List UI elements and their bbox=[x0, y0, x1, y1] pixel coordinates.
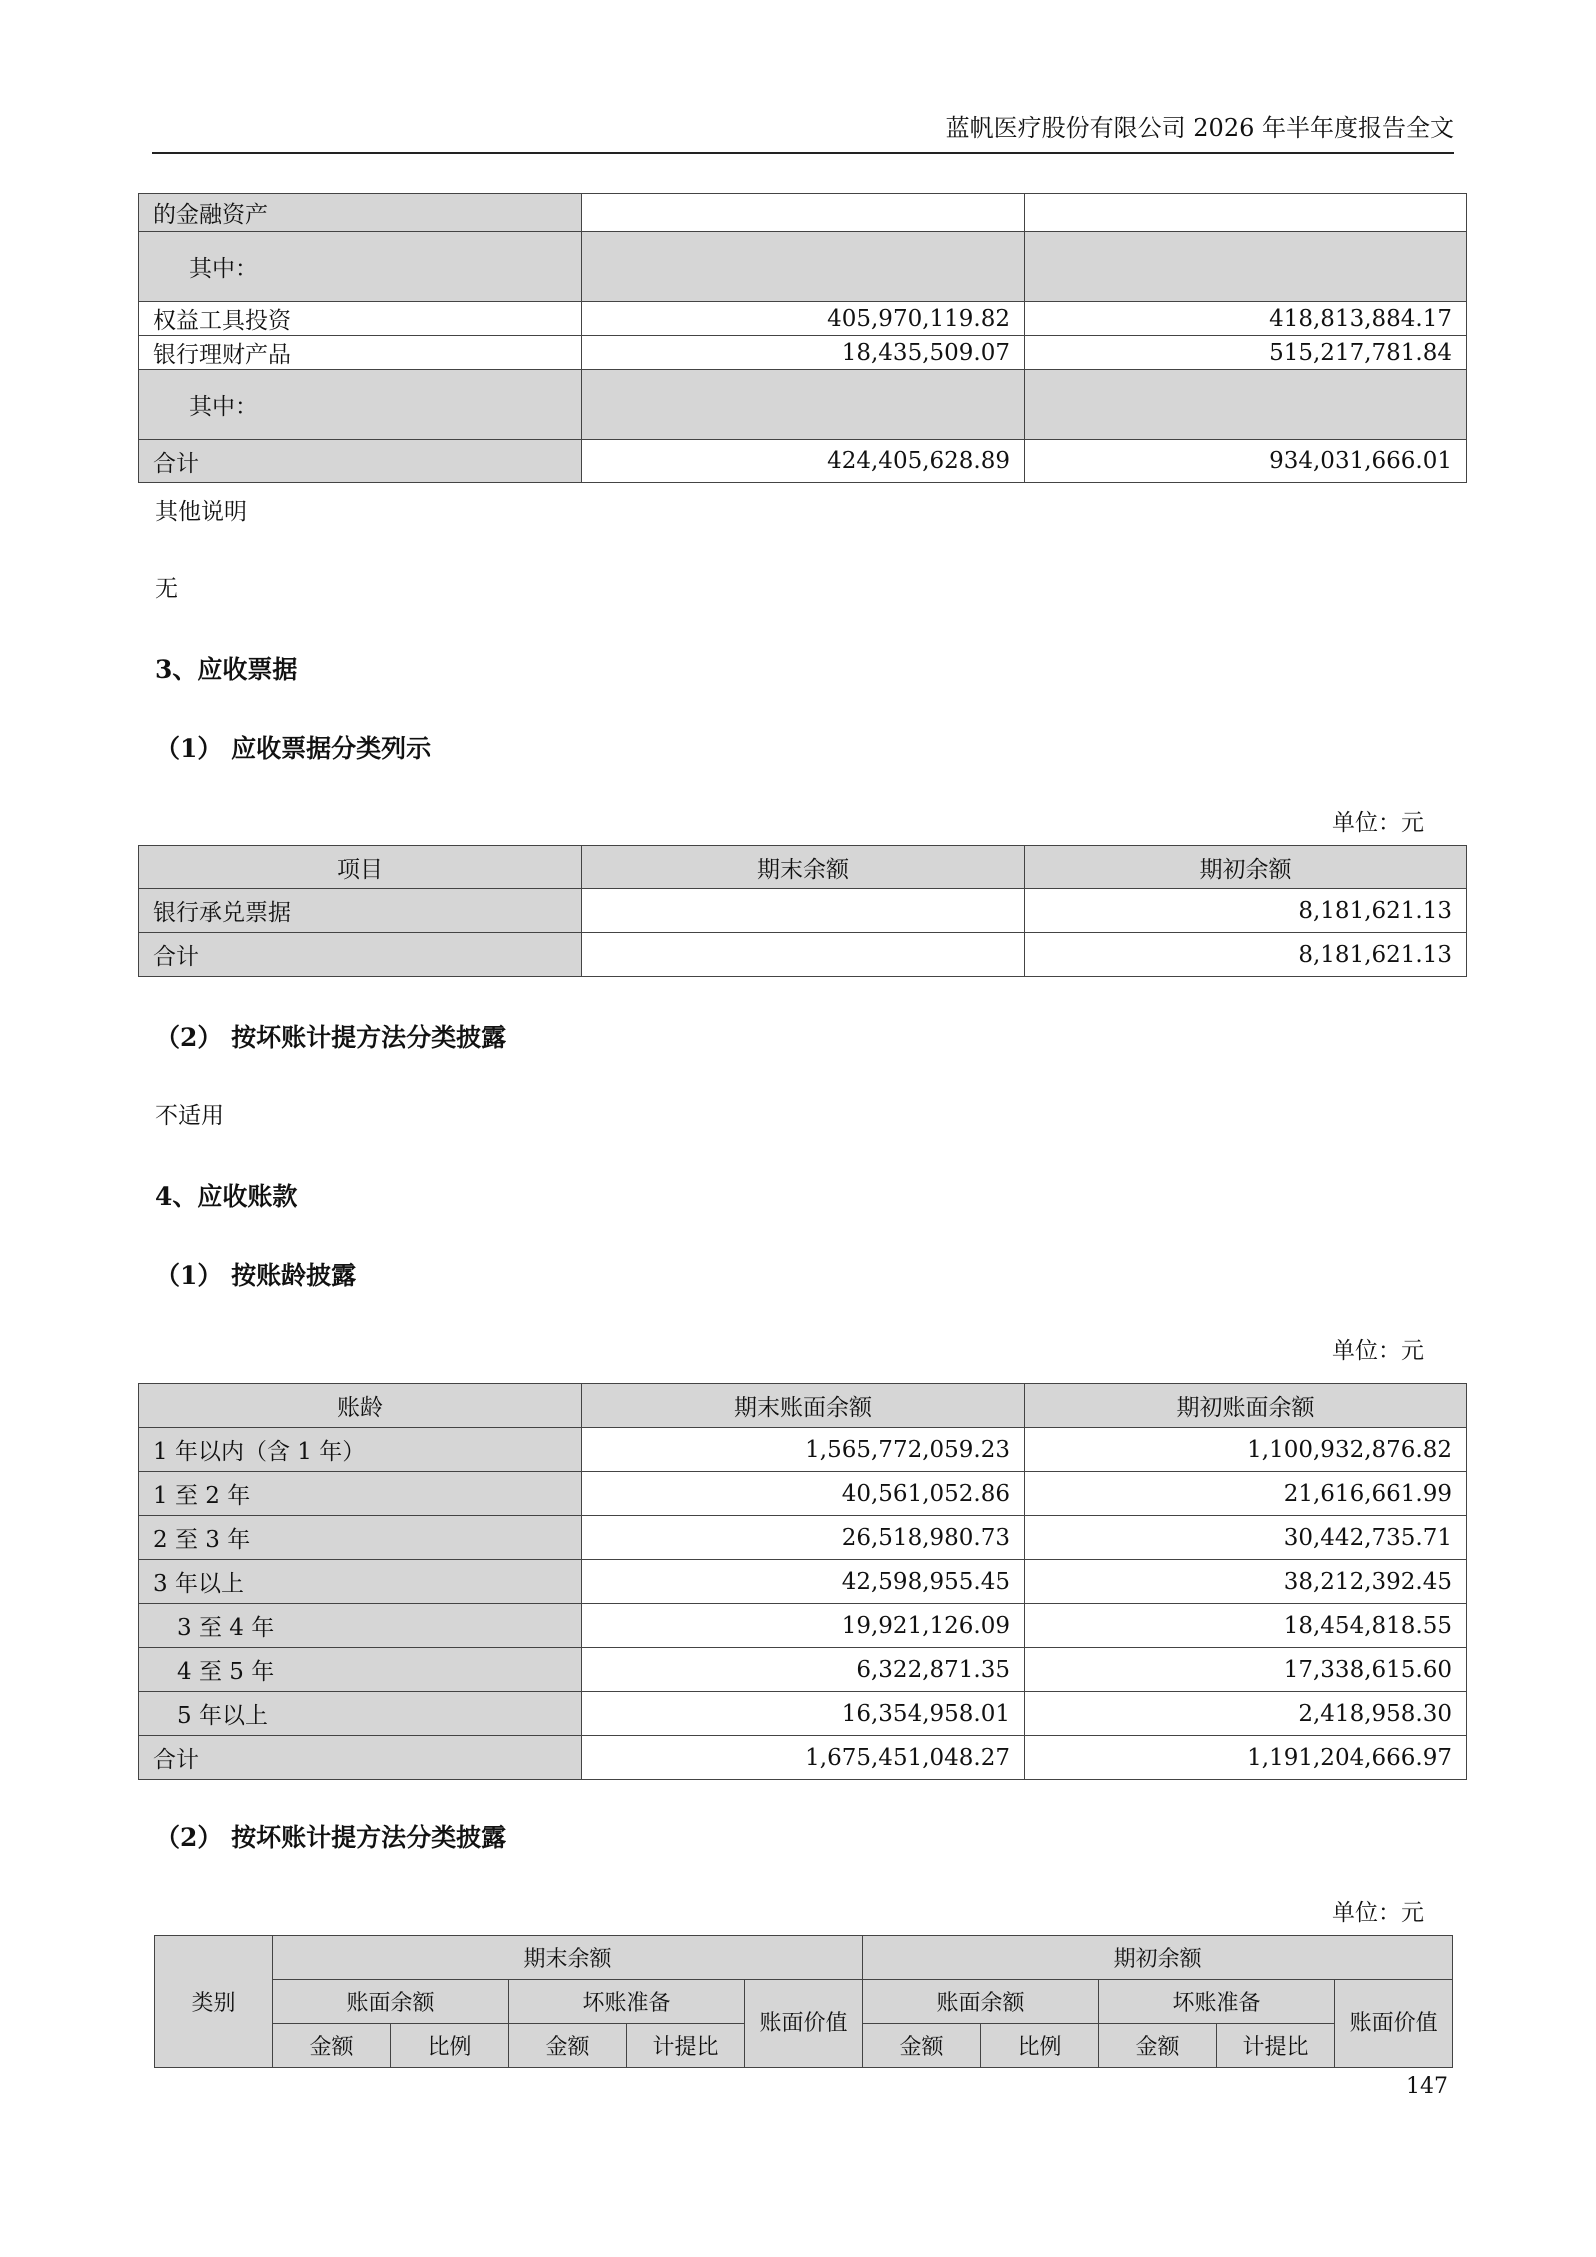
begin-value: 934,031,666.01 bbox=[1025, 440, 1467, 483]
end-value bbox=[582, 232, 1025, 302]
book-value-header: 账面价值 bbox=[745, 1980, 863, 2068]
table-row bbox=[139, 1428, 1467, 1472]
table-header-row bbox=[139, 1384, 1467, 1428]
end-value: 16,354,958.01 bbox=[582, 1692, 1025, 1736]
row-label: 合计 bbox=[139, 440, 582, 483]
table-row bbox=[139, 933, 1467, 977]
table-row bbox=[139, 194, 1467, 232]
end-value bbox=[582, 194, 1025, 232]
unit-label: 单位：元 bbox=[1332, 1338, 1424, 1364]
end-value: 424,405,628.89 bbox=[582, 440, 1025, 483]
end-value: 40,561,052.86 bbox=[582, 1472, 1025, 1516]
end-value: 42,598,955.45 bbox=[582, 1560, 1025, 1604]
table-row bbox=[139, 1736, 1467, 1780]
begin-value: 2,418,958.30 bbox=[1025, 1692, 1467, 1736]
table-row bbox=[139, 302, 1467, 336]
row-label: 2 至 3 年 bbox=[139, 1516, 582, 1560]
end-value bbox=[582, 933, 1025, 977]
bad-debt-header: 坏账准备 bbox=[509, 1980, 745, 2024]
bad-debt-header: 坏账准备 bbox=[1099, 1980, 1335, 2024]
book-value-header: 账面价值 bbox=[1335, 1980, 1453, 2068]
row-label: 的金融资产 bbox=[139, 194, 582, 232]
financial-assets-table bbox=[138, 193, 1467, 483]
amount-header: 金额 bbox=[863, 2024, 981, 2068]
begin-value bbox=[1025, 194, 1467, 232]
end-value: 19,921,126.09 bbox=[582, 1604, 1025, 1648]
header-rule bbox=[152, 152, 1454, 154]
begin-value: 1,191,204,666.97 bbox=[1025, 1736, 1467, 1780]
other-note-label: 其他说明 bbox=[155, 499, 247, 525]
unit-label: 单位：元 bbox=[1332, 1900, 1424, 1926]
begin-value: 8,181,621.13 bbox=[1025, 933, 1467, 977]
row-label: 3 至 4 年 bbox=[139, 1604, 582, 1648]
book-balance-header: 账面余额 bbox=[273, 1980, 509, 2024]
end-balance-group-header: 期末余额 bbox=[273, 1936, 863, 1980]
category-header: 类别 bbox=[155, 1936, 273, 2068]
book-balance-header: 账面余额 bbox=[863, 1980, 1099, 2024]
provision-ratio-header: 计提比 bbox=[627, 2024, 745, 2068]
begin-value: 418,813,884.17 bbox=[1025, 302, 1467, 336]
bad-debt-method-table bbox=[154, 1935, 1453, 2068]
table-header-row bbox=[139, 846, 1467, 889]
report-header-title: 蓝帆医疗股份有限公司 2026 年半年度报告全文 bbox=[945, 114, 1454, 142]
section-4-title: 4、应收账款 bbox=[155, 1182, 298, 1211]
end-value: 1,675,451,048.27 bbox=[582, 1736, 1025, 1780]
column-header: 项目 bbox=[139, 846, 582, 889]
row-label: 合计 bbox=[139, 1736, 582, 1780]
table-row bbox=[139, 370, 1467, 440]
begin-value: 30,442,735.71 bbox=[1025, 1516, 1467, 1560]
column-header: 期末账面余额 bbox=[582, 1384, 1025, 1428]
column-header: 账龄 bbox=[139, 1384, 582, 1428]
row-label: 银行理财产品 bbox=[139, 336, 582, 370]
begin-value: 21,616,661.99 bbox=[1025, 1472, 1467, 1516]
end-value: 1,565,772,059.23 bbox=[582, 1428, 1025, 1472]
table-row bbox=[139, 1472, 1467, 1516]
section-3-title: 3、应收票据 bbox=[155, 655, 298, 684]
row-label: 银行承兑票据 bbox=[139, 889, 582, 933]
begin-value: 8,181,621.13 bbox=[1025, 889, 1467, 933]
table-header-row bbox=[155, 1980, 1453, 2024]
end-value bbox=[582, 370, 1025, 440]
section-4-1-title: （1） 按账龄披露 bbox=[155, 1261, 357, 1290]
end-value: 6,322,871.35 bbox=[582, 1648, 1025, 1692]
end-value: 26,518,980.73 bbox=[582, 1516, 1025, 1560]
section-3-1-title: （1） 应收票据分类列示 bbox=[155, 734, 432, 763]
table-row bbox=[139, 1604, 1467, 1648]
ratio-header: 比例 bbox=[981, 2024, 1099, 2068]
table-row bbox=[139, 336, 1467, 370]
table-row bbox=[139, 1516, 1467, 1560]
end-value bbox=[582, 889, 1025, 933]
row-label: 其中： bbox=[139, 232, 582, 302]
table-row bbox=[139, 889, 1467, 933]
column-header: 期末余额 bbox=[582, 846, 1025, 889]
ratio-header: 比例 bbox=[391, 2024, 509, 2068]
amount-header: 金额 bbox=[273, 2024, 391, 2068]
other-note-value: 无 bbox=[155, 576, 178, 602]
begin-value: 17,338,615.60 bbox=[1025, 1648, 1467, 1692]
amount-header: 金额 bbox=[509, 2024, 627, 2068]
row-label: 1 至 2 年 bbox=[139, 1472, 582, 1516]
page-number: 147 bbox=[1406, 2074, 1448, 2099]
end-value: 18,435,509.07 bbox=[582, 336, 1025, 370]
notes-receivable-table bbox=[138, 845, 1467, 977]
provision-ratio-header: 计提比 bbox=[1217, 2024, 1335, 2068]
table-row bbox=[139, 1692, 1467, 1736]
begin-value: 515,217,781.84 bbox=[1025, 336, 1467, 370]
column-header: 期初账面余额 bbox=[1025, 1384, 1467, 1428]
begin-value: 38,212,392.45 bbox=[1025, 1560, 1467, 1604]
begin-balance-group-header: 期初余额 bbox=[863, 1936, 1453, 1980]
table-row bbox=[139, 1648, 1467, 1692]
row-label: 1 年以内（含 1 年） bbox=[139, 1428, 582, 1472]
amount-header: 金额 bbox=[1099, 2024, 1217, 2068]
section-3-2-title: （2） 按坏账计提方法分类披露 bbox=[155, 1023, 507, 1052]
section-4-2-title: （2） 按坏账计提方法分类披露 bbox=[155, 1823, 507, 1852]
table-row bbox=[139, 232, 1467, 302]
begin-value bbox=[1025, 232, 1467, 302]
row-label: 5 年以上 bbox=[139, 1692, 582, 1736]
not-applicable-text: 不适用 bbox=[155, 1103, 224, 1129]
table-row bbox=[139, 1560, 1467, 1604]
begin-value bbox=[1025, 370, 1467, 440]
row-label: 合计 bbox=[139, 933, 582, 977]
unit-label: 单位：元 bbox=[1332, 810, 1424, 836]
aging-table bbox=[138, 1383, 1467, 1780]
table-row bbox=[139, 440, 1467, 483]
begin-value: 1,100,932,876.82 bbox=[1025, 1428, 1467, 1472]
row-label: 权益工具投资 bbox=[139, 302, 582, 336]
end-value: 405,970,119.82 bbox=[582, 302, 1025, 336]
row-label: 4 至 5 年 bbox=[139, 1648, 582, 1692]
row-label: 3 年以上 bbox=[139, 1560, 582, 1604]
row-label: 其中： bbox=[139, 370, 582, 440]
column-header: 期初余额 bbox=[1025, 846, 1467, 889]
begin-value: 18,454,818.55 bbox=[1025, 1604, 1467, 1648]
table-header-row bbox=[155, 1936, 1453, 1980]
